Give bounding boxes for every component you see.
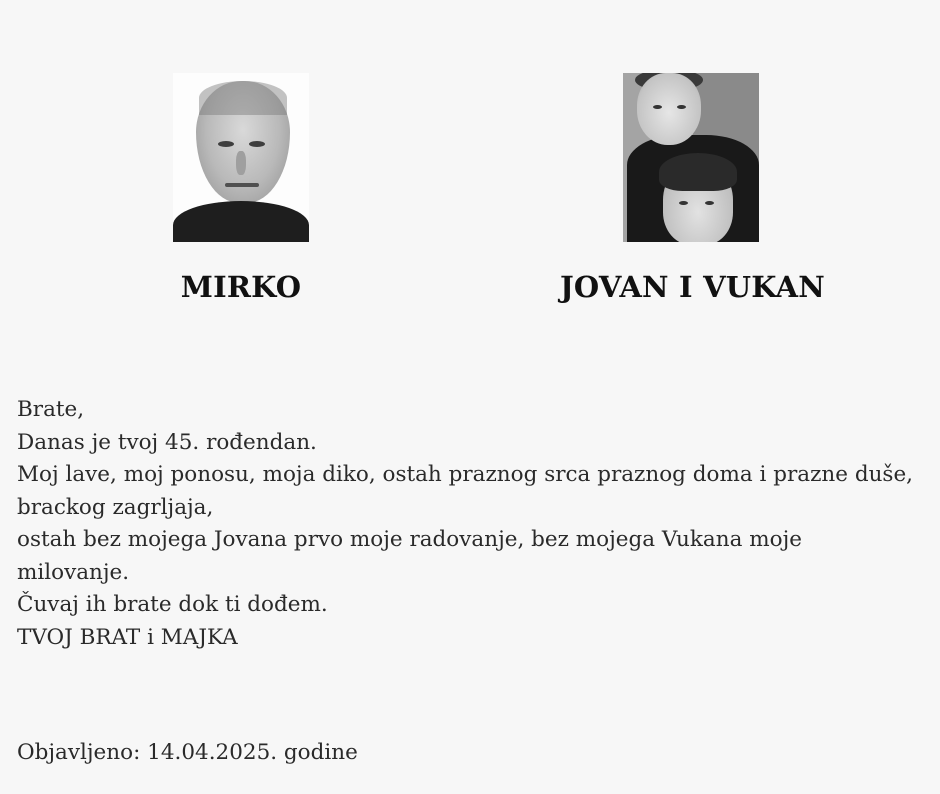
person-name: MIRKO [180,270,302,304]
message-signature: TVOJ BRAT i MAJKA [17,624,238,650]
message-line: ostah bez mojega Jovana prvo moje radovanje, bez mojega Vukana moje milovanje. [17,527,802,585]
person-mirko [172,73,310,304]
published-date: Objavljeno: 14.04.2025. godine [17,740,358,765]
person-name: JOVAN I VUKAN [560,270,825,304]
portrait-photo-jovan-i-vukan [623,73,759,242]
message-line: brackog zagrljaja, [17,494,214,520]
message-line: Moj lave, moj ponosu, moja diko, ostah praznog srca praznog doma i prazne duše, [17,462,914,487]
message-line: Brate, [17,397,85,422]
message-line: Danas je tvoj 45. rođendan. [17,429,317,455]
portrait-photo-mirko [173,73,309,242]
person-jovan-i-vukan [560,73,825,304]
memorial-message [17,394,917,654]
message-line: Čuvaj ih brate dok ti dođem. [17,592,328,617]
